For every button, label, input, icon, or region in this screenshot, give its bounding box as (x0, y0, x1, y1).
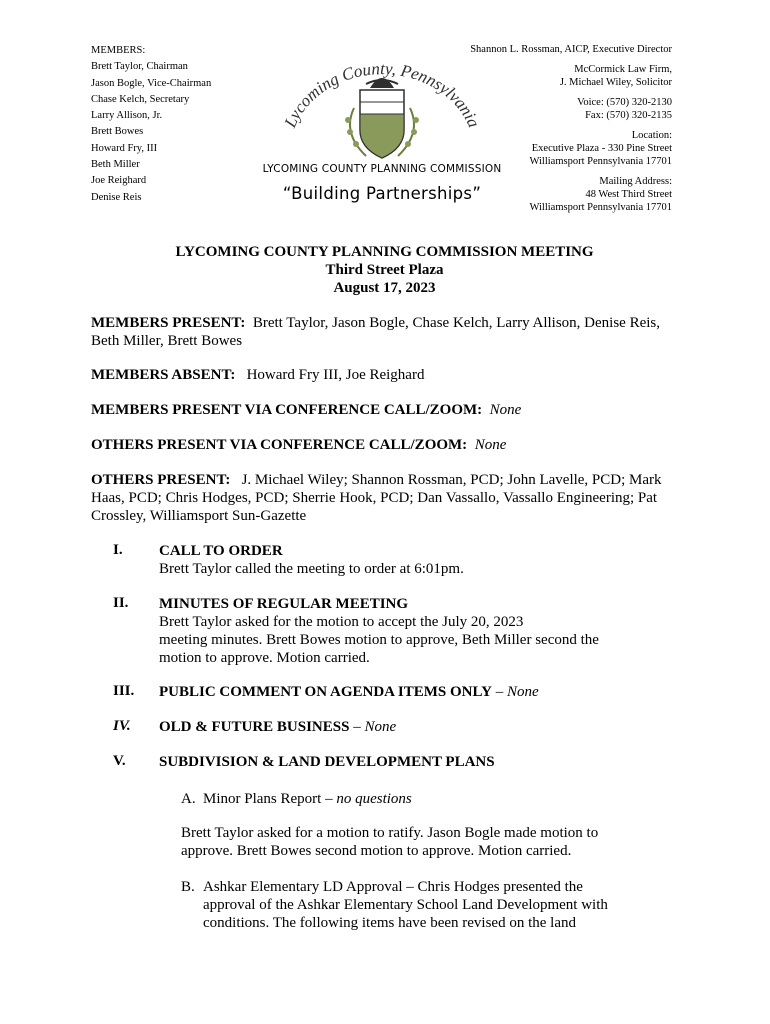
others-zoom-value: None (474, 437, 507, 453)
title-line-2: Third Street Plaza (325, 262, 444, 278)
members-zoom-label: MEMBERS PRESENT VIA CONFERENCE CALL/ZOOM: (91, 402, 483, 418)
members-present-value: Brett Taylor, Jason Bogle, Chase Kelch, Larry Allison, Denise Reis, Beth Miller, Brett Bowes (91, 315, 660, 349)
members-zoom (91, 401, 681, 419)
members-absent-label: MEMBERS ABSENT: (91, 367, 236, 383)
section-4 (159, 718, 679, 736)
solicitor-firm: McCormick Law Firm, (574, 64, 672, 75)
section-1-body: Brett Taylor called the meeting to order at 6:01pm. (159, 561, 464, 577)
org-name: LYCOMING COUNTY PLANNING COMMISSION (262, 163, 502, 175)
member-item: Joe Reighard (91, 175, 147, 187)
seal-arc-text: Lycoming County, Pennsylvania (280, 59, 484, 131)
title-line-1: LYCOMING COUNTY PLANNING COMMISSION MEETING (175, 244, 594, 260)
member-item: Chase Kelch, Secretary (91, 93, 190, 105)
ratify-line-1: Brett Taylor asked for a motion to ratify. Jason Bogle made motion to (181, 825, 599, 841)
section-4-value: None (364, 719, 397, 735)
meeting-title (91, 243, 678, 297)
item-b (181, 878, 679, 932)
section-3-heading: PUBLIC COMMENT ON AGENDA ITEMS ONLY (159, 684, 492, 700)
members-list (91, 43, 211, 206)
others-zoom (91, 436, 681, 454)
section-1-heading: CALL TO ORDER (159, 543, 283, 559)
voice-phone: Voice: (570) 320-2130 (577, 97, 672, 108)
member-item: Beth Miller (91, 159, 140, 171)
item-a-value: no questions (336, 791, 412, 807)
item-a-text: Minor Plans Report – (203, 791, 337, 807)
member-item: Denise Reis (91, 191, 142, 203)
section-4-number: IV. (113, 718, 131, 734)
members-zoom-value: None (489, 402, 522, 418)
others-present-label: OTHERS PRESENT: (91, 472, 231, 488)
item-b-line-2: approval of the Ashkar Elementary School Land Development with (203, 897, 608, 913)
section-2-line-3: motion to approve. Motion carried. (159, 650, 370, 666)
member-item: Brett Taylor, Chairman (91, 61, 188, 73)
ratify-paragraph (181, 824, 679, 860)
member-item: Jason Bogle, Vice-Chairman (91, 77, 212, 89)
section-2-number: II. (113, 595, 129, 611)
section-1 (159, 542, 679, 578)
location-line-2: Williamsport Pennsylvania 17701 (529, 156, 672, 167)
members-title: MEMBERS: (91, 45, 146, 56)
member-item: Larry Allison, Jr. (91, 110, 163, 122)
section-3-value: None (506, 684, 539, 700)
others-zoom-label: OTHERS PRESENT VIA CONFERENCE CALL/ZOOM: (91, 437, 468, 453)
mailing-line-1: 48 West Third Street (585, 189, 672, 200)
section-5-heading: SUBDIVISION & LAND DEVELOPMENT PLANS (159, 754, 495, 770)
location-line-1: Executive Plaza - 330 Pine Street (531, 143, 672, 154)
section-4-dash: – (349, 719, 365, 735)
section-3-number: III. (113, 683, 135, 699)
item-b-label: B. (181, 879, 195, 895)
location-label: Location: (631, 130, 672, 141)
section-2 (159, 595, 679, 667)
item-b-line-3: conditions. The following items have been revised on the land (203, 915, 576, 931)
section-2-heading: MINUTES OF REGULAR MEETING (159, 596, 409, 612)
section-2-line-1: Brett Taylor asked for the motion to accept the July 20, 2023 (159, 614, 524, 630)
section-5 (159, 753, 679, 771)
others-present-value: J. Michael Wiley; Shannon Rossman, PCD; John Lavelle, PCD; Mark Haas, PCD; Chris Hodges, PCD; Sherrie Hook, PCD; Dan Vassallo, Vassallo Engineering; Pat Crossley, Williamsport Sun-Gazette (91, 472, 662, 524)
item-a (181, 790, 679, 808)
mailing-line-2: Williamsport Pennsylvania 17701 (529, 202, 672, 213)
members-absent (91, 366, 681, 384)
member-item: Howard Fry, III (91, 142, 158, 154)
members-present (91, 314, 681, 350)
tagline: “Building Partnerships” (282, 184, 482, 203)
section-1-number: I. (113, 542, 123, 558)
section-5-number: V. (113, 753, 126, 769)
member-item: Brett Bowes (91, 126, 144, 138)
item-b-line-1: Ashkar Elementary LD Approval – Chris Hodges presented the (203, 879, 583, 895)
fax-phone: Fax: (570) 320-2135 (585, 110, 672, 121)
others-present (91, 471, 681, 525)
title-line-3: August 17, 2023 (333, 280, 436, 296)
section-2-line-2: meeting minutes. Brett Bowes motion to approve, Beth Miller second the (159, 632, 599, 648)
members-present-label: MEMBERS PRESENT: (91, 315, 246, 331)
solicitor: J. Michael Wiley, Solicitor (559, 77, 672, 88)
seal-icon (262, 48, 502, 168)
section-3-dash: – (491, 684, 507, 700)
ratify-line-2: approve. Brett Bowes second motion to approve. Motion carried. (181, 843, 572, 859)
contact-block (470, 43, 672, 214)
item-a-label: A. (181, 791, 196, 807)
mailing-label: Mailing Address: (599, 176, 672, 187)
director: Shannon L. Rossman, AICP, Executive Director (470, 44, 672, 55)
section-4-heading: OLD & FUTURE BUSINESS (159, 719, 350, 735)
section-3 (159, 683, 679, 701)
members-absent-value: Howard Fry III, Joe Reighard (246, 367, 425, 383)
